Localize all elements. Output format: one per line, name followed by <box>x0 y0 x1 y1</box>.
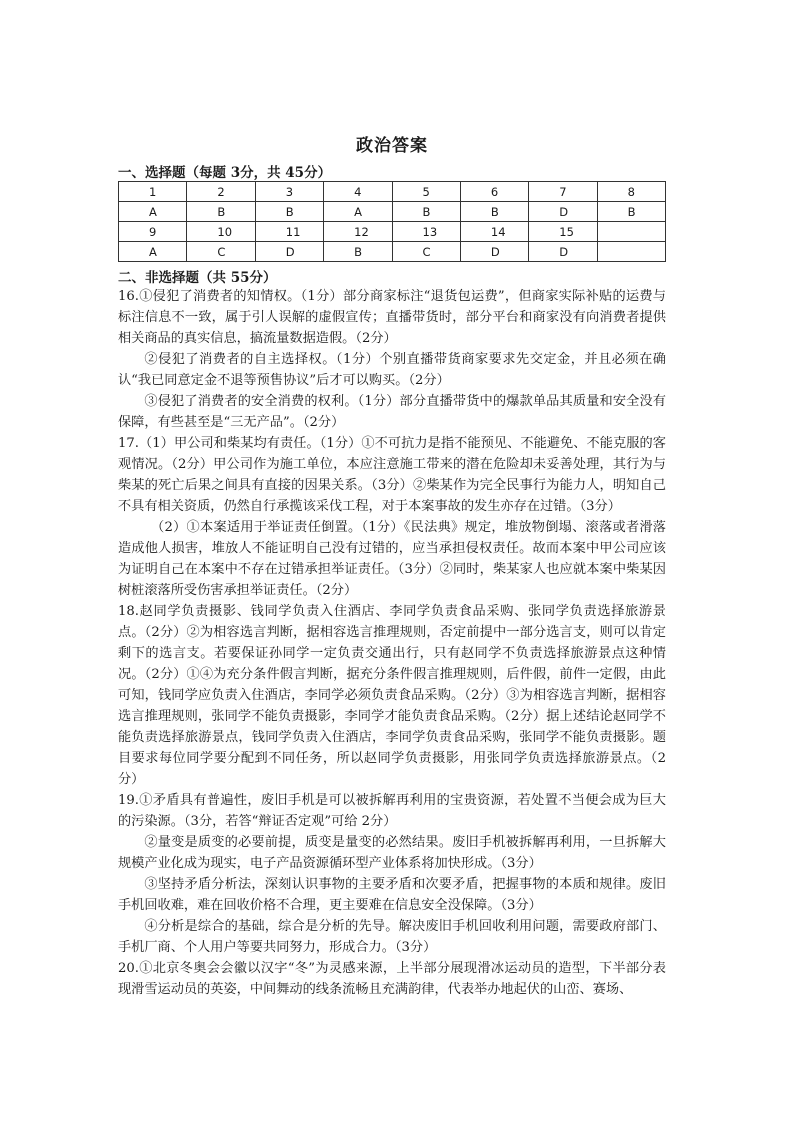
answer-table-cell: 8 <box>597 182 665 202</box>
answer-table-cell: B <box>392 202 460 222</box>
answer-body-text <box>118 286 666 1000</box>
section-heading-nonchoice: 二、非选择题（共 55分） <box>118 270 277 286</box>
answer-table-cell <box>597 242 665 262</box>
answer-table-cell: C <box>392 242 460 262</box>
answer-table-cell: D <box>460 242 528 262</box>
answer-table-cell: B <box>460 202 528 222</box>
answer-table-cell: 5 <box>392 182 460 202</box>
answer-paragraph: （2）①本案适用于举证责任倒置。（1分）《民法典》规定，堆放物倒塌、滚落或者滑落造成他人损害，堆放人不能证明自己没有过错的，应当承担侵权责任。故而本案中甲公司应该为证明自己在本案中不存在过错承担举证责任。（3分）②同时，柴某家人也应就本案中柴某因树桩滚落所受伤害承担举证责任。（2分） <box>118 520 666 598</box>
answer-paragraph: 16.①侵犯了消费者的知情权。（1分）部分商家标注“退货包运费”，但商家实际补贴的运费与标注信息不一致，属于引人误解的虚假宣传；直播带货时，部分平台和商家没有向消费者提供相关商品的真实信息，搞流量数据造假。（2分） <box>118 289 666 346</box>
section-heading-choice: 一、选择题（每题 3分，共 45分） <box>118 165 332 181</box>
answer-table-cell: D <box>255 242 323 262</box>
answer-paragraph: 20.①北京冬奥会会徽以汉字“冬”为灵感来源，上半部分展现滑冰运动员的造型，下半部分表现滑雪运动员的英姿，中间舞动的线条流畅且充满韵律，代表举办地起伏的山峦、赛场、 <box>118 961 666 997</box>
answer-table-cell: 15 <box>529 222 597 242</box>
answer-table-cell: 9 <box>119 222 187 242</box>
answer-table-cell: D <box>529 242 597 262</box>
answer-paragraph: ③坚持矛盾分析法，深刻认识事物的主要矛盾和次要矛盾，把握事物的本质和规律。废旧手机回收难，难在回收价格不合理，更主要难在信息安全没保障。（3分） <box>118 877 666 913</box>
answer-table-cell: A <box>324 202 392 222</box>
answer-table-row <box>119 202 666 222</box>
answer-table-cell: B <box>324 242 392 262</box>
answer-paragraph: ②量变是质变的必要前提，质变是量变的必然结果。废旧手机被拆解再利用，一旦拆解大规模产业化成为现实，电子产品资源循环型产业体系将加快形成。（3分） <box>118 835 666 871</box>
answer-table-cell: C <box>187 242 255 262</box>
answer-table-cell: 4 <box>324 182 392 202</box>
answer-table-cell: A <box>119 242 187 262</box>
answer-table-row <box>119 222 666 242</box>
page-title: 政治答案 <box>356 136 428 156</box>
answer-paragraph: ④分析是综合的基础，综合是分析的先导。解决废旧手机回收利用问题，需要政府部门、手机厂商、个人用户等要共同努力，形成合力。（3分） <box>118 919 666 955</box>
answer-table-cell: B <box>255 202 323 222</box>
answer-table-cell: 7 <box>529 182 597 202</box>
answer-table-row <box>119 182 666 202</box>
answer-table-cell: 1 <box>119 182 187 202</box>
answer-table-cell: A <box>119 202 187 222</box>
answer-paragraph: 19.①矛盾具有普遍性，废旧手机是可以被拆解再利用的宝贵资源，若处置不当便会成为巨大的污染源。（3分，若答“辩证否定观”可给 2分） <box>118 793 666 829</box>
answer-table-cell: 13 <box>392 222 460 242</box>
answer-table-cell: 3 <box>255 182 323 202</box>
answer-table-cell <box>597 222 665 242</box>
answer-table-cell: D <box>529 202 597 222</box>
answer-table-cell: 6 <box>460 182 528 202</box>
answer-table-cell: 12 <box>324 222 392 242</box>
answer-table <box>118 181 666 262</box>
answer-table-cell: B <box>597 202 665 222</box>
answer-table-cell: 14 <box>460 222 528 242</box>
answer-paragraph: 18.赵同学负责摄影、钱同学负责入住酒店、李同学负责食品采购、张同学负责选择旅游景点。（2分）②为相容选言判断，据相容选言推理规则，否定前提中一部分选言支，则可以肯定剩下的选言支。若要保证孙同学一定负责交通出行，只有赵同学不负责选择旅游景点这种情况。（2分）①④为充分条件假言判断，据充分条件假言推理规则，后件假，前件一定假，由此可知，钱同学应负责入住酒店，李同学必须负责食品采购。（2分）③为相容选言判断，据相容选言推理规则，张同学不能负责摄影，李同学才能负责食品采购。（2分）据上述结论赵同学不能负责选择旅游景点，钱同学负责入住酒店，李同学负责食品采购，张同学不能负责摄影。题目要求每位同学要分配到不同任务，所以赵同学负责摄影，用张同学负责选择旅游景点。（2分） <box>118 604 666 787</box>
answer-table-cell: 10 <box>187 222 255 242</box>
answer-table-cell: 2 <box>187 182 255 202</box>
answer-paragraph: 17.（1）甲公司和柴某均有责任。（1分）①不可抗力是指不能预见、不能避免、不能克服的客观情况。（2分）甲公司作为施工单位，本应注意施工带来的潜在危险却未妥善处理，其行为与柴某的死亡后果之间具有直接的因果关系。（3分）②柴某作为完全民事行为能力人，明知自己不具有相关资质，仍然自行承揽该采伐工程，对于本案事故的发生亦存在过错。（3分） <box>118 436 666 514</box>
answer-table-row <box>119 242 666 262</box>
answer-paragraph: ③侵犯了消费者的安全消费的权利。（1分）部分直播带货中的爆款单品其质量和安全没有保障，有些甚至是“三无产品”。（2分） <box>118 394 666 430</box>
answer-table-cell: 11 <box>255 222 323 242</box>
answer-paragraph: ②侵犯了消费者的自主选择权。（1分）个别直播带货商家要求先交定金，并且必须在确认“我已同意定金不退等预售协议”后才可以购买。（2分） <box>118 352 666 388</box>
answer-table-cell: B <box>187 202 255 222</box>
